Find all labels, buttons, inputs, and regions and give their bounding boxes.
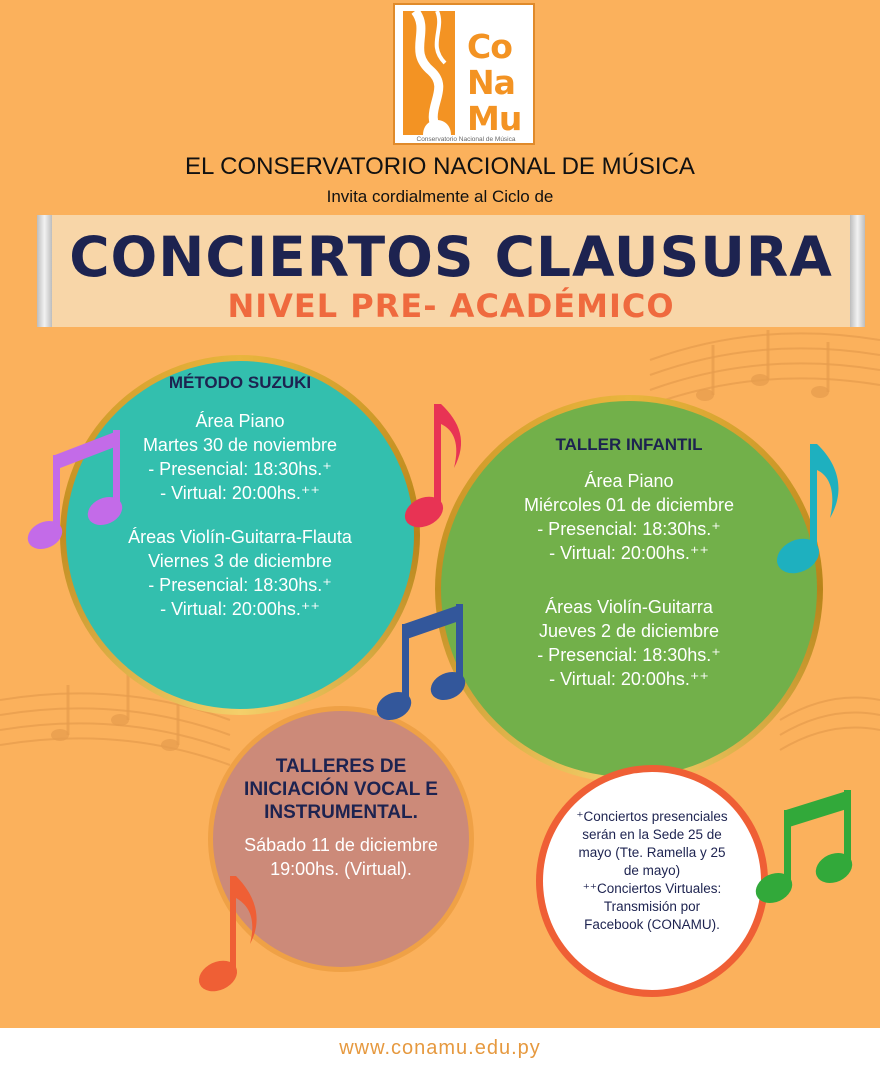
suzuki-line: Martes 30 de noviembre: [142, 435, 338, 455]
notes-text: [543, 808, 761, 934]
suzuki-line: - Presencial: 18:30hs.⁺: [148, 459, 332, 479]
vocal-line: Sábado 11 de diciembre: [244, 835, 438, 855]
suzuki-line: - Virtual: 20:00hs.⁺⁺: [160, 599, 320, 619]
taller-line: - Virtual: 20:00hs.⁺⁺: [549, 543, 709, 563]
suzuki-line: - Presencial: 18:30hs.⁺: [148, 575, 332, 595]
suzuki-line: Área Piano: [195, 411, 285, 431]
notes-line: de mayo): [623, 863, 681, 878]
taller-line: Área Piano: [584, 471, 674, 491]
red-eighth-note-icon: [402, 398, 468, 534]
conamu-logo: [393, 3, 535, 145]
taller-line: - Presencial: 18:30hs.⁺: [537, 519, 721, 539]
taller-line: Jueves 2 de diciembre: [538, 621, 720, 641]
invite-text: Invita cordialmente al Ciclo de: [326, 187, 554, 206]
notes-line: serán en la Sede 25 de: [582, 827, 722, 842]
teal-eighth-note-icon: [770, 440, 846, 580]
title-banner: [37, 215, 865, 327]
notes-line: Transmisión por: [603, 899, 701, 914]
blue-beamed-note-icon: [372, 602, 468, 726]
taller-line: Miércoles 01 de diciembre: [523, 495, 735, 515]
logo-word-na: Na: [467, 63, 515, 102]
notes-line: ⁺Conciertos presenciales: [576, 809, 728, 824]
logo-subtitle: Conservatorio Nacional de Música: [416, 136, 516, 143]
orange-eighth-note-icon: [192, 870, 272, 1000]
taller-heading: TALLER INFANTIL: [555, 435, 703, 454]
green-beamed-note-icon: [752, 790, 856, 908]
violin-logo-icon: [401, 11, 465, 135]
vocal-heading: [213, 755, 469, 824]
suzuki-line: - Virtual: 20:00hs.⁺⁺: [160, 483, 320, 503]
suzuki-heading: MÉTODO SUZUKI: [168, 373, 312, 392]
vocal-line: 19:00hs. (Virtual).: [270, 859, 412, 879]
taller-schedule: [441, 469, 817, 691]
taller-line: Áreas Violín-Guitarra: [545, 597, 713, 617]
taller-circle: [441, 401, 817, 777]
website-link[interactable]: www.conamu.edu.py: [339, 1037, 541, 1059]
notes-circle: [543, 772, 761, 990]
notes-line: Facebook (CONAMU).: [584, 917, 720, 932]
event-subtitle: NIVEL PRE- ACADÉMICO: [227, 287, 675, 325]
taller-line: - Virtual: 20:00hs.⁺⁺: [549, 669, 709, 689]
logo-word-co: Co: [467, 27, 512, 66]
logo-word-mu: Mu: [467, 99, 522, 138]
notes-line: mayo (Tte. Ramella y 25: [578, 845, 726, 860]
org-name: EL CONSERVATORIO NACIONAL DE MÚSICA: [185, 153, 695, 180]
suzuki-line: Áreas Violín-Guitarra-Flauta: [128, 527, 352, 547]
taller-line: - Presencial: 18:30hs.⁺: [537, 645, 721, 665]
vocal-heading-line: TALLERES DE: [275, 756, 407, 777]
purple-beamed-note-icon: [25, 425, 125, 550]
notes-line: ⁺⁺Conciertos Virtuales:: [582, 881, 722, 896]
footer: [0, 1028, 880, 1080]
vocal-heading-line: INICIACIÓN VOCAL E: [244, 779, 438, 800]
vocal-heading-line: INSTRUMENTAL.: [264, 802, 418, 823]
event-title: CONCIERTOS CLAUSURA: [69, 225, 833, 289]
suzuki-line: Viernes 3 de diciembre: [148, 551, 332, 571]
